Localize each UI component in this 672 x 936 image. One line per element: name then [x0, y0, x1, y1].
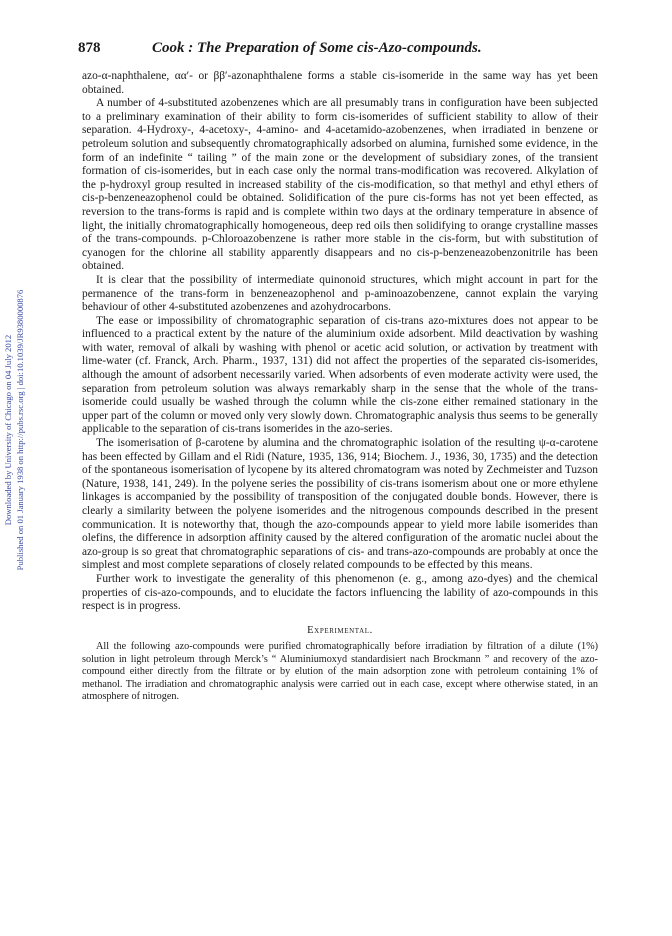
page-number: 878	[78, 40, 101, 56]
page-header	[78, 40, 598, 60]
paragraph-substituted-azobenzenes: A number of 4-substituted azobenzenes which are all presumably trans in configuration have been subjected to a preliminary examination of their ability to form cis-isomerides of sufficient stability to allow of their separation. 4-Hydroxy-, 4-acetoxy-, 4-amino- and 4-acetamido-azobenzenes, when irradiated in benzene or petroleum solution and subsequently chromatographically adsorbed on alumina, furnished some evidence, in the form of an indefinite “ tailing ” of the main zone or the development of subsidiary zones, of the transient formation of cis-isomerides, but in each case only the normal trans-modification was recovered. Alkylation of the p-hydroxyl group resulted in increased stability of the cis-modification, so that methyl and ethyl ethers of cis-p-benzeneazophenol could be obtained. Solidification of the pure cis-forms has not yet been effected, as reversion to the trans-forms is rapid and is complete within two days at the ordinary temperature in absence of light, the initially chromatographically homogeneous, deep red oils then solidifying to orange crystalline masses of the trans-compounds. p-Chloroazobenzene is rather more stable in the cis-form, but with substitution of cyanogen for the chlorine all stability apparently disappears and no cis-p-benzeneazobenzonitrile has been obtained.	[82, 97, 598, 273]
paragraph-further-work: Further work to investigate the generality of this phenomenon (e. g., among azo-dyes) and the chemical properties of cis-azo-compounds, and to elucidate the factors influencing the lability of azo-compounds in this respect is in progress.	[82, 572, 598, 613]
paragraph-adsorbent: The ease or impossibility of chromatographic separation of cis-trans azo-mixtures does not appear to be influenced to a practical extent by the nature of the aluminium oxide adsorbent. Mild deactivation by washing with water, removal of alkali by washing with phenol or acetic acid solution, or activation by treatment with lime-water (cf. Franck, Arch. Pharm., 1937, 131) did not affect the properties of the separated cis-isomerides, although the amount of adsorbent necessarily varied. When adsorbents of even moderate activity were used, the separation from petroleum solution was always remarkably sharp in the sense that the whole of the trans-isomeride could usually be washed through the column while the cis-zone either remained stationary in the upper part of the column or moved only very slowly down. Chromatographic analysis thus seems to be generally applicable to the separation of cis-trans isomerides in the azo-series.	[82, 314, 598, 436]
paragraph-quinonoid: It is clear that the possibility of intermediate quinonoid structures, which might account in part for the permanence of the trans-form in benzeneazophenol and p-aminoazobenzene, cannot explain the varying behaviour of other 4-substituted azobenzenes and azohydrocarbons.	[82, 273, 598, 314]
paragraph-experimental: All the following azo-compounds were purified chromatographically before irradiation by filtration of a dilute (1%) solution in light petroleum through Merck’s “ Aluminiumoxyd standardisiert nach Brockmann ” and recovery of the azo-compound either directly from the filtrate or by elution of the main adsorption zone with petroleum containing 1% of methanol. The irradiation and chromatographic analysis were carried out in each case, except where otherwise stated, in an atmosphere of nitrogen.	[82, 641, 598, 702]
article-body	[82, 70, 598, 703]
paragraph-polyene: The isomerisation of β-carotene by alumina and the chromatographic isolation of the resulting ψ-α-carotene has been effected by Gillam and el Ridi (Nature, 1935, 136, 914; Biochem. J., 1936, 30, 1735) and the detection of the spontaneous isomerisation of lycopene by its altered chromatogram was noted by Zechmeister and Tuzson (Nature, 1938, 141, 249). In the polyene series the possibility of cis-trans isomerism about one or more ethylene linkages is accompanied by the possibility of transposition of the conjugated double bonds. However, there is clearly a similarity between the polyene isomerides and the nitrogenous compounds described in the present communication. It is noteworthy that, though the azo-compounds appear to yield more labile isomerides than olefins, the difference in adsorption affinity caused by the altered configuration of the aromatic nuclei about the azo-group is so great that chromatographic separations of cis- and trans-azo-compounds are probably at once the simplest and most complete separations of closely related compounds to be effected by this means.	[82, 437, 598, 572]
download-watermark	[2, 150, 38, 710]
running-title: Cook : The Preparation of Some cis-Azo-compounds.	[152, 40, 482, 56]
paragraph-continued: azo-α-naphthalene, αα′- or ββ′-azonaphthalene forms a stable cis-isomeride in the same way has yet been obtained.	[82, 70, 598, 96]
watermark-line-download: Downloaded by University of Chicago on 04 July 2012	[3, 334, 13, 526]
section-heading-experimental: Experimental.	[307, 624, 373, 636]
watermark-line-published: Published on 01 January 1938 on http://pubs.rsc.org | doi:10.1039/JR9380000876	[15, 289, 25, 571]
